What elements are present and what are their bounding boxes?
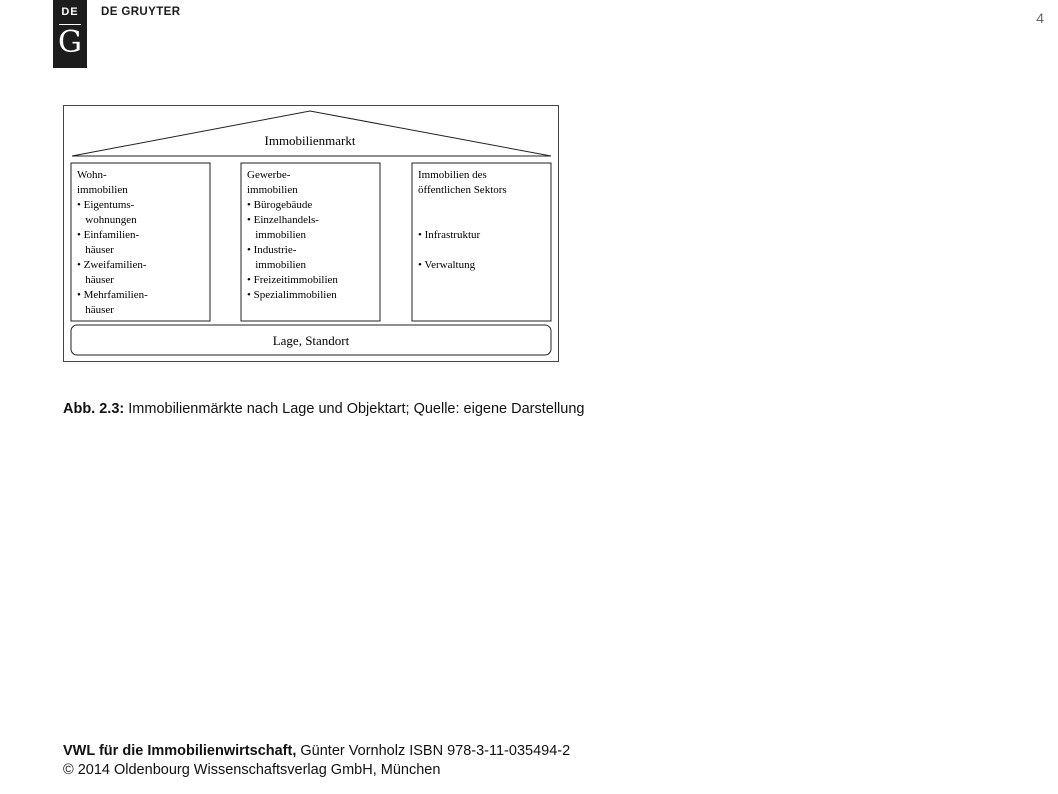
pillar-line: Wohn- (77, 169, 107, 181)
pillar-line: • Eigentums- (77, 199, 135, 211)
pillar-line: • Zweifamilien- (77, 259, 147, 271)
pillar-line: Immobilien des (418, 169, 487, 181)
brand-name: DE GRUYTER (101, 6, 181, 18)
book-title: VWL für die Immobilienwirtschaft, (63, 743, 297, 759)
caption-label: Abb. 2.3: (63, 401, 125, 417)
market-diagram-svg (63, 105, 560, 363)
pillar-line: immobilien (77, 184, 128, 196)
pillar-line: wohnungen (77, 214, 137, 226)
logo-g-text: G (58, 25, 82, 60)
pillar-line: immobilien (247, 229, 306, 241)
pillar-line: öffentlichen Sektors (418, 184, 507, 196)
pillar-line: • Industrie- (247, 244, 297, 256)
pillar-line: • Bürogebäude (247, 199, 313, 211)
pillar-line: immobilien (247, 184, 298, 196)
pillar-line: • Einfamilien- (77, 229, 140, 241)
pillar-line: • Mehrfamilien- (77, 289, 148, 301)
de-gruyter-logo (53, 0, 87, 68)
foundation-label: Lage, Standort (272, 333, 350, 348)
copyright: © 2014 Oldenbourg Wissenschaftsverlag GmbH, München (63, 762, 441, 778)
market-diagram (63, 105, 560, 368)
page-number: 4 (1036, 10, 1044, 26)
pillar-line: • Verwaltung (418, 259, 476, 271)
book-info: Günter Vornholz ISBN 978-3-11-035494-2 (296, 743, 571, 759)
figure-caption (63, 401, 584, 417)
pillar-line: immobilien (247, 259, 306, 271)
footer (63, 742, 570, 780)
pillar-line: • Freizeitimmobilien (247, 274, 338, 286)
logo-de-text: DE (61, 6, 79, 18)
pillar-line: häuser (77, 274, 114, 286)
roof-label: Immobilienmarkt (264, 133, 356, 148)
pillar-line: • Infrastruktur (418, 229, 481, 241)
footer-citation (63, 742, 570, 761)
pillar-line: • Einzelhandels- (247, 214, 319, 226)
pillar-line: Gewerbe- (247, 169, 291, 181)
pillar-line: • Spezialimmobilien (247, 289, 337, 301)
pillar-line: häuser (77, 244, 114, 256)
pillar-line: häuser (77, 304, 114, 316)
caption-text: Immobilienmärkte nach Lage und Objektart; Quelle: eigene Darstellung (124, 401, 585, 417)
